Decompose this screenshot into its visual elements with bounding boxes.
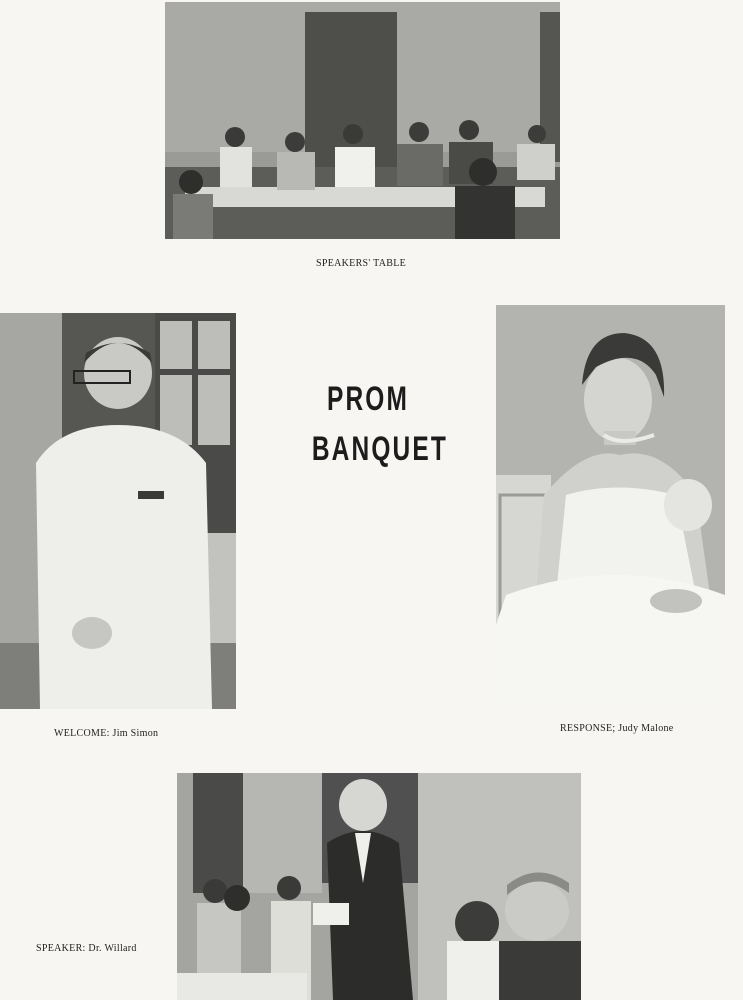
photo-response: [496, 305, 725, 707]
photo-welcome: [0, 313, 236, 709]
photo-speakers-table: [165, 2, 560, 239]
caption-response: RESPONSE; Judy Malone: [560, 723, 674, 734]
caption-speaker: SPEAKER: Dr. Willard: [36, 943, 137, 954]
title-line-2: BANQUET: [311, 430, 448, 468]
title-line-1: PROM: [326, 380, 410, 418]
caption-welcome: WELCOME: Jim Simon: [54, 728, 159, 739]
caption-speakers-table: SPEAKERS' TABLE: [316, 258, 407, 269]
photo-speaker: [177, 773, 581, 1000]
page-title: [311, 374, 448, 474]
